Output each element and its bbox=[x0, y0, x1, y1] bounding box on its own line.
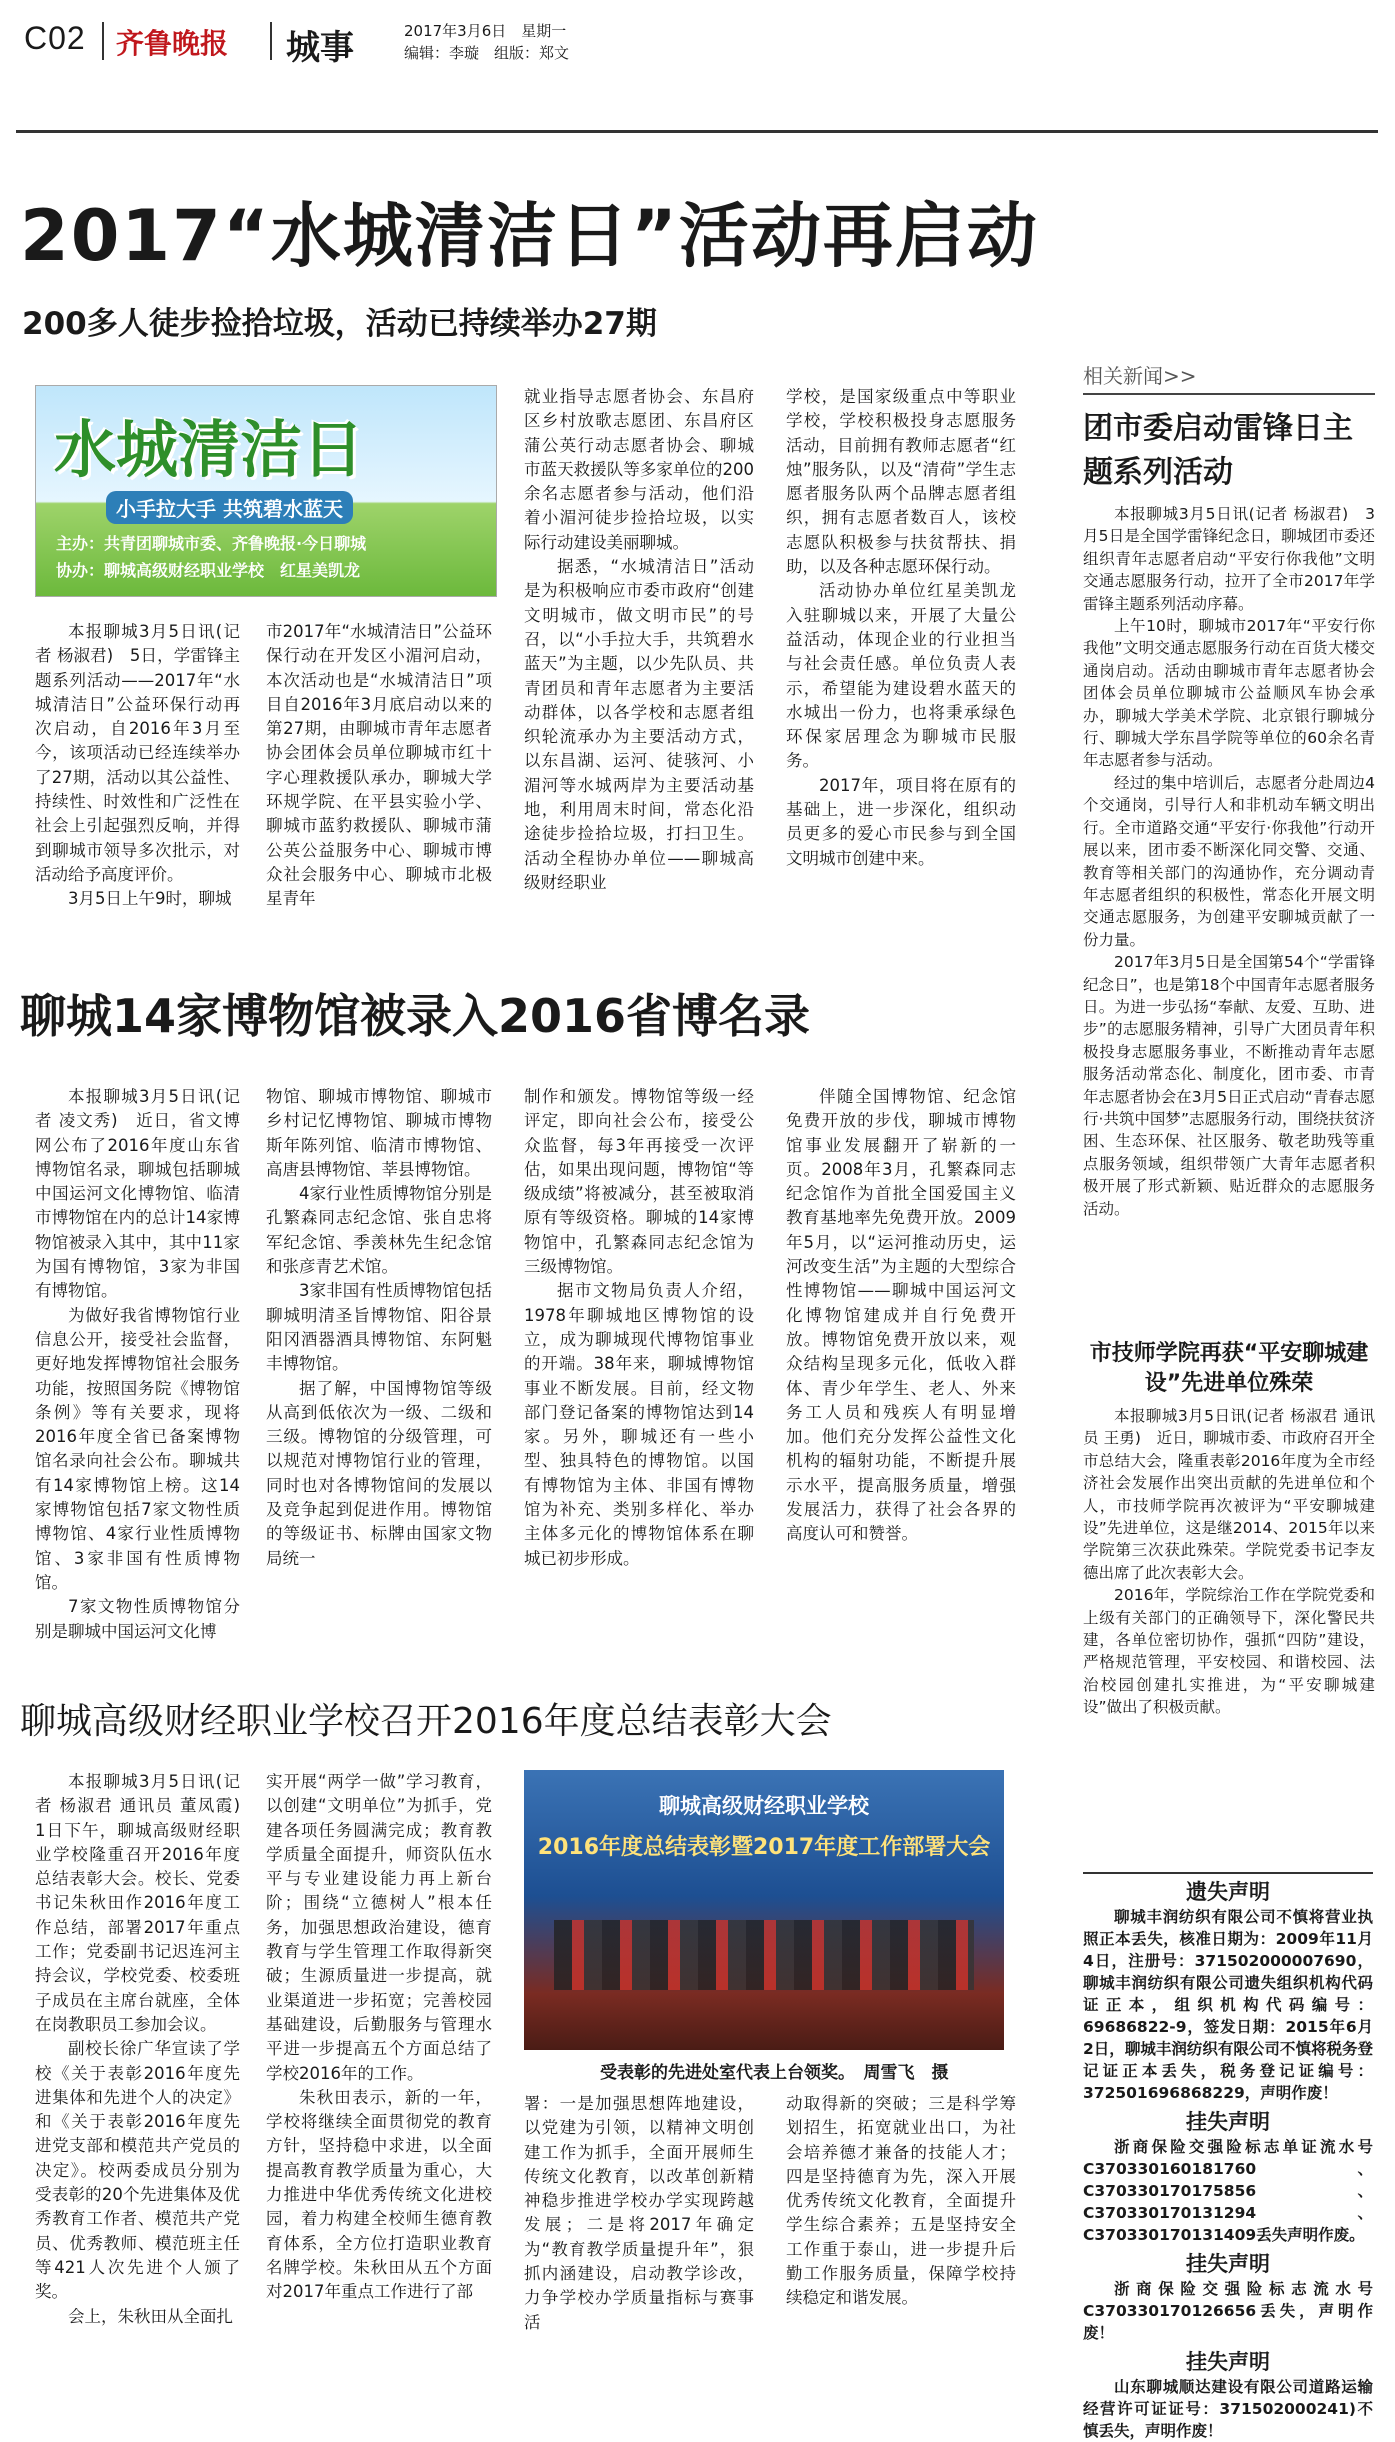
paragraph: 副校长徐广华宣读了学校《关于表彰2016年度先进集体和先进个人的决定》和《关于表彰2016年度先进党支部和模范共产党员的决定》。校两委成员分别为受表彰的20个先进集体及优秀教育工作者、模范共产党员、优秀教师、模范班主任等421人次先进个人颁了奖。 bbox=[35, 2039, 240, 2302]
article2-col3 bbox=[524, 1085, 754, 1655]
article2-title: 聊城14家博物馆被录入2016省博名录 bbox=[20, 989, 811, 1043]
article3-col1 bbox=[35, 1770, 257, 2380]
paragraph: 经过的集中培训后，志愿者分赴周边4个交通岗，引导行人和非机动车辆文明出行。全市道路交通“平安行·你我他”行动开展以来，团市委不断深化同交警、交通、教育等相关部门的沟通协作，充分调动青年志愿者组织的积极性，常态化开展文明交通志愿服务，为创建平安聊城贡献了一份力量。 bbox=[1083, 773, 1375, 949]
paragraph: 据市文物局负责人介绍，1978年聊城地区博物馆的设立，成为聊城现代博物馆事业的开端。38年来，聊城博物馆事业不断发展。目前，经文物部门登记备案的博物馆达到14家。另外，聊城还有一些小型、独具特色的博物馆。以国有博物馆为主体、非国有博物馆为补充、类别多样化、举办主体多元化的博物馆体系在聊城已初步形成。 bbox=[524, 1281, 754, 1568]
page-number: C02 bbox=[24, 20, 86, 56]
article2-col2 bbox=[266, 1085, 492, 1655]
sidebar-story2-body bbox=[1083, 1405, 1375, 1735]
paragraph: 上午10时，聊城市2017年“平安行你我他”文明交通志愿服务行动在百货大楼交通岗启动。活动由聊城市青年志愿者协会团体会员单位聊城市公益顺风车协会承办，聊城大学美术学院、北京银行聊城分行、聊城大学东昌学院等单位的60余名青年志愿者参与活动。 bbox=[1083, 617, 1375, 770]
paragraph: 动取得新的突破；三是科学筹划招生，拓宽就业出口，为社会培养德才兼备的技能人才；四是坚持德育为先，深入开展优秀传统文化教育，全面提升学生综合素养；五是坚持安全工作重于泰山，进一步提升后勤工作服务质量，保障学校持续稳定和谐发展。 bbox=[786, 2094, 1016, 2308]
paragraph: 本报聊城3月5日讯(记者 凌文秀) 近日，省文博网公布了2016年度山东省博物馆名录，聊城包括聊城中国运河文化博物馆、临清市博物馆在内的总计14家博物馆被录入其中，其中11家为国有博物馆，3家为非国有博物馆。 bbox=[35, 1087, 240, 1301]
article3-col4 bbox=[786, 2092, 1016, 2382]
section-name: 城事 bbox=[286, 28, 354, 68]
paragraph: 3月5日上午9时，聊城 bbox=[68, 889, 232, 909]
page-header bbox=[24, 18, 1374, 68]
article1-col3 bbox=[524, 385, 754, 950]
article3-title: 聊城高级财经职业学校召开2016年度总结表彰大会 bbox=[20, 1701, 832, 1742]
paragraph: 朱秋田表示，新的一年，学校将继续全面贯彻党的教育方针，坚持稳中求进，以全面提高教育教学质量为重心，大力推进中华优秀传统文化进校园，着力构建全校师生德育教育体系，全方位打造职业教育名牌学校。朱秋田从五个方面对2017年重点工作进行了部 bbox=[266, 2087, 492, 2302]
divider bbox=[102, 22, 104, 60]
sidebar-story2-title: 市技师学院再获“平安聊城建设”先进单位殊荣 bbox=[1089, 1341, 1369, 1396]
header-rule bbox=[16, 130, 1378, 133]
newspaper-logo: 齐鲁晚报 bbox=[116, 27, 229, 60]
article1-col2 bbox=[266, 620, 492, 950]
notice-body: 山东聊城顺达建设有限公司道路运输经营许可证证号：371502000241)不慎丢失，声明作废！ bbox=[1083, 2378, 1373, 2440]
article1-subtitle: 200多人徒步捡拾垃圾，活动已持续举办27期 bbox=[22, 306, 657, 342]
notice-body: 聊城丰润纺织有限公司不慎将营业执照正本丢失，核准日期为：2009年11月4日，注册号：371502000007690，聊城丰润纺织有限公司遗失组织机构代码证正本，组织机构代码编号：69686822-9，签发日期：2015年6月2日，聊城丰润纺织有限公司不慎将税务登记证正本丢失，税务登记证编号：372501696868229，声明作废！ bbox=[1083, 1908, 1373, 2102]
paragraph: 署：一是加强思想阵地建设，以党建为引领，以精神文明创建工作为抓手，全面开展师生传统文化教育，以改革创新精神稳步推进学校办学实现跨越发展；二是将2017年确定为“教育教学质量提升年”，狠抓内涵建设，启动教学诊改，力争学校办学质量指标与赛事活 bbox=[524, 2094, 754, 2332]
paragraph: 伴随全国博物馆、纪念馆免费开放的步伐，聊城市博物馆事业发展翻开了崭新的一页。2008年3月，孔繁森同志纪念馆作为首批全国爱国主义教育基地率先免费开放。2009年5月，以“运河推动历史，运河改变生活”为主题的大型综合性博物馆——聊城中国运河文化博物馆建成并自行免费开放。博物馆免费开放以来，观众结构呈现多元化，低收入群体、青少年学生、老人、外来务工人员和残疾人有明显增加。他们充分发挥公益性文化机构的辐射功能，不断提升展示水平，提高服务质量，增强发展活力，获得了社会各界的高度认可和赞誉。 bbox=[786, 1087, 1016, 1544]
article2-col1 bbox=[35, 1085, 240, 1655]
award-ceremony-photo bbox=[524, 1770, 1004, 2050]
paragraph: 实开展“两学一做”学习教育，以创建“文明单位”为抓手，党建各项任务圆满完成；教育教学质量全面提升，师资队伍水平与专业建设能力再上新台阶；围绕“立德树人”根本任务，加强思想政治建设，德育教育与学生管理工作取得新突破；生源质量进一步提高，就业渠道进一步拓宽；完善校园基础建设，后勤服务与管理水平进一步提高五个方面总结了学校2016年的工作。 bbox=[266, 1772, 492, 2083]
banner-host: 主办：共青团聊城市委、齐鲁晚报·今日聊城 bbox=[56, 534, 367, 553]
notice-title: 挂失声明 bbox=[1186, 2252, 1270, 2276]
clean-day-banner bbox=[35, 385, 497, 597]
notice-title: 挂失声明 bbox=[1186, 2350, 1270, 2374]
article3-col3 bbox=[524, 2092, 754, 2382]
paragraph: 7家文物性质博物馆分别是聊城中国运河文化博 bbox=[35, 1597, 240, 1641]
issue-date: 2017年3月6日 星期一 bbox=[404, 22, 567, 40]
paragraph: 物馆、聊城市博物馆、聊城市乡村记忆博物馆、聊城市博物斯年陈列馆、临清市博物馆、高唐县博物馆、莘县博物馆。 bbox=[266, 1087, 492, 1179]
paragraph: 制作和颁发。博物馆等级一经评定，即向社会公布，接受公众监督，每3年再接受一次评估，如果出现问题，博物馆“等级成绩”将被减分，甚至被取消原有等级资格。聊城的14家博物馆中，孔繁森同志纪念馆为三级博物馆。 bbox=[524, 1087, 754, 1277]
paragraph: 据了解，中国博物馆等级从高到低依次为一级、二级和三级。博物馆的分级管理，可以规范对博物馆行业的管理，同时也对各博物馆间的发展以及竞争起到促进作用。博物馆的等级证书、标牌由国家文物局统一 bbox=[266, 1378, 492, 1568]
classified-notices bbox=[1083, 1872, 1373, 2442]
notice-title: 挂失声明 bbox=[1186, 2110, 1270, 2134]
banner-slogan: 小手拉大手 共筑碧水蓝天 bbox=[106, 491, 353, 524]
divider bbox=[1083, 393, 1375, 395]
paragraph: 本报聊城3月5日讯(记者 杨淑君) 5日，学雷锋主题系列活动——2017年“水城清洁日”公益环保行动再次启动，自2016年3月至今，该项活动已经连续举办了27期，活动以其公益性、持续性、时效性和广泛性在社会上引起强烈反响，并得到聊城市领导多次批示，对活动给予高度评价。 bbox=[35, 622, 240, 884]
related-news-label: 相关新闻>> bbox=[1083, 364, 1197, 388]
article2-col4 bbox=[786, 1085, 1016, 1655]
article1-col1 bbox=[35, 620, 240, 950]
photo-people bbox=[554, 1920, 974, 1990]
divider bbox=[270, 22, 272, 60]
banner-title: 水城清洁日 bbox=[54, 413, 365, 486]
paragraph: 学校，是国家级重点中等职业学校，学校积极投身志愿服务活动，目前拥有教师志愿者“红烛”服务队，以及“清荷”学生志愿者服务队两个品牌志愿者组织，拥有志愿者数百人，该校志愿队积极参与扶贫帮扶、捐助，以及各种志愿环保行动。 bbox=[786, 387, 1016, 577]
photo-caption: 受表彰的先进处室代表上台领奖。 周雪飞 摄 bbox=[600, 2063, 949, 2083]
paragraph: 本报聊城3月5日讯(记者 杨淑君 通讯员 董凤霞) 1日下午，聊城高级财经职业学校隆重召开2016年度总结表彰大会。校长、党委书记朱秋田作2016年度工作总结，部署2017年重点工作；党委副书记迟连河主持会议，学校党委、校委班子成员在主席台就座，全体在岗教职员工参加会议。 bbox=[35, 1772, 257, 2034]
paragraph: 会上，朱秋田从全面扎 bbox=[68, 2306, 233, 2326]
paragraph: 据悉，“水城清洁日”活动是为积极响应市委市政府“创建文明城市，做文明市民”的号召，以“小手拉大手，共筑碧水蓝天”为主题，以少先队员、共青团员和青年志愿者为主要活动群体，以各学校和志愿者组织轮流承办为主要活动方式，以东昌湖、运河、徒骇河、小湄河等水城两岸为主要活动基地，利用周末时间，常态化沿途徒步捡拾垃圾，打扫卫生。活动全程协办单位——聊城高级财经职业 bbox=[524, 557, 754, 892]
photo-banner-line1: 聊城高级财经职业学校 bbox=[659, 1794, 869, 1818]
paragraph: 为做好我省博物馆行业信息公开，接受社会监督，更好地发挥博物馆社会服务功能，按照国务院《博物馆条例》等有关要求，现将2016年度全省已备案博物馆名录向社会公布。聊城共有14家博物馆上榜。这14家博物馆包括7家文物性质博物馆、4家行业性质博物馆、3家非国有性质博物馆。 bbox=[35, 1305, 240, 1592]
article1-title: 2017“水城清洁日”活动再启动 bbox=[20, 195, 1039, 277]
article3-col2 bbox=[266, 1770, 492, 2380]
paragraph: 活动协办单位红星美凯龙入驻聊城以来，开展了大量公益活动，体现企业的行业担当与社会责任感。单位负责人表示，希望能为建设碧水蓝天的水城出一份力，也将秉承绿色环保家居理念为聊城市民服务。 bbox=[786, 581, 1016, 771]
paragraph: 4家行业性质博物馆分别是孔繁森同志纪念馆、张自忠将军纪念馆、季羡林先生纪念馆和张彦青艺术馆。 bbox=[266, 1184, 492, 1277]
paragraph: 本报聊城3月5日讯(记者 杨淑君) 3月5日是全国学雷锋纪念日，聊城团市委还组织青年志愿者启动“平安行你我他”文明交通志愿服务行动，拉开了全市2017年学雷锋主题系列活动序幕。 bbox=[1083, 505, 1375, 613]
related-news-sidebar bbox=[1083, 360, 1375, 1735]
paragraph: 2016年，学院综治工作在学院党委和上级有关部门的正确领导下，深化警民共建，各单位密切协作，强抓“四防”建设，严格规范管理，平安校园、和谐校园、法治校园创建扎实推进，为“平安聊城建设”做出了积极贡献。 bbox=[1083, 1586, 1375, 1717]
paragraph: 3家非国有性质博物馆包括聊城明清圣旨博物馆、阳谷景阳冈酒器酒具博物馆、东阿魁丰博物馆。 bbox=[266, 1281, 492, 1374]
notice-body: 浙商保险交强险标志流水号C370330170126656丢失，声明作废！ bbox=[1083, 2280, 1373, 2342]
sidebar-story1-title: 团市委启动雷锋日主题系列活动 bbox=[1083, 411, 1353, 490]
notice-title: 遗失声明 bbox=[1186, 1880, 1270, 1904]
sidebar-story1-body bbox=[1083, 503, 1375, 1333]
paragraph: 2017年3月5日是全国第54个“学雷锋纪念日”，也是第18个中国青年志愿者服务日。为进一步弘扬“奉献、友爱、互助、进步”的志愿服务精神，引导广大团员青年积极投身志愿服务事业，不断推动青年志愿服务活动常态化、制度化，团市委、市青年志愿者协会在3月5日正式启动“青春志愿行·共筑中国梦”志愿服务行动，围绕扶贫济困、生态环保、社区服务、敬老助残等重点服务领域，组织带领广大青年志愿者积极开展了形式新颖、贴近群众的志愿服务活动。 bbox=[1083, 953, 1375, 1218]
paragraph: 2017年，项目将在原有的基础上，进一步深化，组织动员更多的爱心市民参与到全国文明城市创建中来。 bbox=[786, 775, 1016, 868]
editors: 编辑：李璇 组版：郑文 bbox=[404, 44, 570, 62]
paragraph: 本报聊城3月5日讯(记者 杨淑君 通讯员 王勇) 近日，聊城市委、市政府召开全市总结大会，隆重表彰2016年度为全市经济社会发展作出突出贡献的先进单位和个人，市技师学院再次被评为“平安聊城建设”先进单位，这是继2014、2015年以来学院第三次获此殊荣。学院党委书记李友德出席了此次表彰大会。 bbox=[1083, 1407, 1375, 1582]
article1-col4 bbox=[786, 385, 1016, 950]
notice-body: 浙商保险交强险标志单证流水号C370330160181760、C370330170175856、C370330170131294、C370330170131409丢失声明作废。 bbox=[1083, 2138, 1373, 2244]
photo-banner-line2: 2016年度总结表彰暨2017年度工作部署大会 bbox=[537, 1835, 991, 1860]
paragraph: 就业指导志愿者协会、东昌府区乡村放歌志愿团、东昌府区蒲公英行动志愿者协会、聊城市蓝天救援队等多家单位的200余名志愿者参与活动，他们沿着小湄河徒步捡拾垃圾，以实际行动建设美丽聊城。 bbox=[524, 387, 754, 552]
banner-coorganizer: 协办：聊城高级财经职业学校 红星美凯龙 bbox=[56, 561, 361, 580]
paragraph: 市2017年“水城清洁日”公益环保行动在开发区小湄河启动，本次活动也是“水城清洁日”项目自2016年3月底启动以来的第27期，由聊城市青年志愿者协会团体会员单位聊城市红十字心理救援队承办，聊城大学环规学院、在平县实验小学、聊城市蓝豹救援队、聊城市蒲公英公益服务中心、聊城市博众社会服务中心、聊城市北极星青年 bbox=[266, 622, 492, 909]
